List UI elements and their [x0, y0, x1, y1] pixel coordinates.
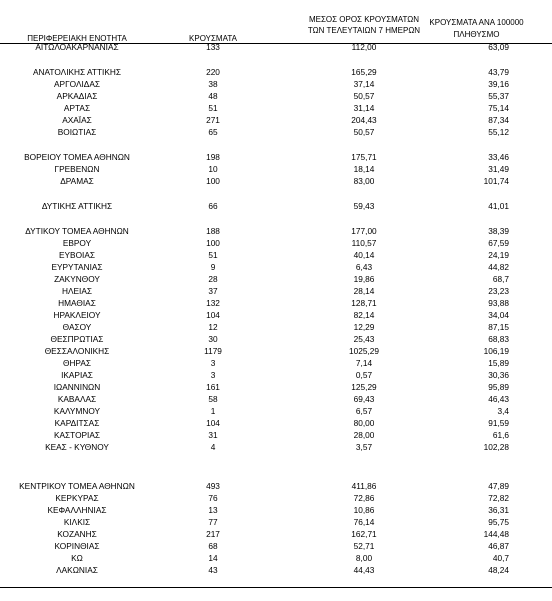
cases-value: 1179 — [204, 346, 222, 356]
avg-value: 204,43 — [351, 115, 377, 125]
table-row — [0, 504, 552, 516]
table-row — [0, 333, 552, 345]
cases-value: 3 — [210, 358, 216, 368]
table-row — [0, 151, 552, 163]
table-row — [0, 564, 552, 576]
per-100k-value: 68,7 — [492, 274, 509, 284]
per-100k-value: 44,82 — [488, 262, 509, 272]
per-100k-value: 87,15 — [488, 322, 509, 332]
per-100k-value: 68,83 — [488, 334, 509, 344]
per-100k-value: 3,4 — [497, 406, 509, 416]
table-row — [0, 66, 552, 78]
per-100k-value: 63,09 — [488, 42, 509, 52]
header-per-line1: ΚΡΟΥΣΜΑΤΑ ΑΝΑ 100000 — [429, 18, 524, 27]
per-100k-value: 67,59 — [488, 238, 509, 248]
region-name: ΚΑΛΥΜΝΟΥ — [53, 406, 101, 416]
region-name: ΔΥΤΙΚΗΣ ΑΤΤΙΚΗΣ — [41, 201, 113, 211]
per-100k-value: 34,04 — [488, 310, 509, 320]
cases-value: 4 — [210, 442, 216, 452]
table-row — [0, 417, 552, 429]
cases-value: 104 — [206, 310, 220, 320]
header-cases: ΚΡΟΥΣΜΑΤΑ — [189, 34, 237, 43]
table-row — [0, 163, 552, 175]
region-name: ΘΗΡΑΣ — [62, 358, 92, 368]
cases-value: 132 — [206, 298, 220, 308]
cases-value: 161 — [206, 382, 220, 392]
cases-value: 43 — [208, 565, 218, 575]
avg-value: 28,00 — [353, 430, 375, 440]
region-name: ΑΡΓΟΛΙΔΑΣ — [54, 79, 100, 89]
per-100k-value: 106,19 — [483, 346, 509, 356]
avg-value: 80,00 — [353, 418, 375, 428]
table-row — [0, 492, 552, 504]
region-name: ΘΕΣΠΡΩΤΙΑΣ — [50, 334, 104, 344]
table-row — [0, 285, 552, 297]
cases-value: 198 — [206, 152, 220, 162]
region-name: ΚΑΒΑΛΑΣ — [57, 394, 97, 404]
cases-value: 271 — [206, 115, 220, 125]
cases-value: 38 — [208, 79, 218, 89]
region-name: ΑΙΤΩΛΟΑΚΑΡΝΑΝΙΑΣ — [35, 42, 119, 52]
table-bottom-border — [0, 587, 552, 588]
cases-value: 188 — [206, 226, 220, 236]
table-row — [0, 321, 552, 333]
cases-value: 68 — [208, 541, 218, 551]
table-row — [0, 273, 552, 285]
per-100k-value: 55,37 — [488, 91, 509, 101]
avg-value: 177,00 — [351, 226, 377, 236]
avg-value: 162,71 — [351, 529, 377, 539]
per-100k-value: 75,14 — [488, 103, 509, 113]
region-name: ΙΚΑΡΙΑΣ — [61, 370, 93, 380]
per-100k-value: 95,89 — [488, 382, 509, 392]
per-100k-value: 87,34 — [488, 115, 509, 125]
table-row — [0, 225, 552, 237]
avg-value: 18,14 — [353, 164, 375, 174]
table-row — [0, 175, 552, 187]
table-row — [0, 41, 552, 53]
per-100k-value: 36,31 — [488, 505, 509, 515]
cases-value: 31 — [208, 430, 218, 440]
per-100k-value: 15,89 — [488, 358, 509, 368]
avg-value: 6,57 — [355, 406, 373, 416]
per-100k-value: 46,87 — [488, 541, 509, 551]
table-row — [0, 78, 552, 90]
table-row — [0, 102, 552, 114]
per-100k-value: 91,59 — [488, 418, 509, 428]
cases-value: 220 — [206, 67, 220, 77]
per-100k-value: 30,36 — [488, 370, 509, 380]
avg-value: 25,43 — [353, 334, 375, 344]
avg-value: 8,00 — [355, 553, 373, 563]
per-100k-value: 33,46 — [488, 152, 509, 162]
region-name: ΕΥΒΟΙΑΣ — [58, 250, 96, 260]
cases-value: 13 — [208, 505, 218, 515]
table-row — [0, 357, 552, 369]
table-row — [0, 540, 552, 552]
per-100k-value: 144,48 — [483, 529, 509, 539]
per-100k-value: 41,01 — [488, 201, 509, 211]
region-name: ΑΝΑΤΟΛΙΚΗΣ ΑΤΤΙΚΗΣ — [32, 67, 122, 77]
table-row — [0, 405, 552, 417]
avg-value: 69,43 — [353, 394, 375, 404]
per-100k-value: 46,43 — [488, 394, 509, 404]
avg-value: 1025,29 — [349, 346, 379, 356]
region-name: ΚΟΡΙΝΘΙΑΣ — [54, 541, 100, 551]
cases-value: 493 — [206, 481, 220, 491]
avg-value: 76,14 — [353, 517, 375, 527]
region-name: ΗΜΑΘΙΑΣ — [58, 298, 96, 308]
avg-value: 175,71 — [351, 152, 377, 162]
per-100k-value: 55,12 — [488, 127, 509, 137]
cases-value: 217 — [206, 529, 220, 539]
region-name: ΚΙΛΚΙΣ — [63, 517, 91, 527]
avg-value: 12,29 — [353, 322, 375, 332]
region-name: ΕΒΡΟΥ — [62, 238, 92, 248]
avg-value: 44,43 — [353, 565, 375, 575]
per-100k-value: 101,74 — [483, 176, 509, 186]
region-name: ΒΟΡΕΙΟΥ ΤΟΜΕΑ ΑΘΗΝΩΝ — [24, 152, 130, 162]
per-100k-value: 24,19 — [488, 250, 509, 260]
cases-value: 51 — [208, 250, 218, 260]
avg-value: 110,57 — [351, 238, 377, 248]
table-row — [0, 297, 552, 309]
table-row — [0, 200, 552, 212]
cases-value: 100 — [206, 238, 220, 248]
region-name: ΕΥΡΥΤΑΝΙΑΣ — [51, 262, 103, 272]
avg-value: 50,57 — [353, 127, 375, 137]
region-name: ΚΑΣΤΟΡΙΑΣ — [53, 430, 101, 440]
per-100k-value: 93,88 — [488, 298, 509, 308]
table-row — [0, 249, 552, 261]
avg-value: 72,86 — [353, 493, 375, 503]
header-avg-line1: ΜΕΣΟΣ ΟΡΟΣ ΚΡΟΥΣΜΑΤΩΝ — [308, 15, 420, 24]
region-name: ΚΕΡΚΥΡΑΣ — [55, 493, 99, 503]
region-name: ΒΟΙΩΤΙΑΣ — [57, 127, 97, 137]
cases-value: 100 — [206, 176, 220, 186]
avg-value: 31,14 — [353, 103, 375, 113]
region-name: ΑΡΤΑΣ — [63, 103, 91, 113]
region-name: ΗΛΕΙΑΣ — [61, 286, 93, 296]
region-name: ΚΑΡΔΙΤΣΑΣ — [54, 418, 100, 428]
avg-value: 165,29 — [351, 67, 377, 77]
table-row — [0, 261, 552, 273]
table-row — [0, 516, 552, 528]
cases-value: 51 — [208, 103, 218, 113]
table-row — [0, 90, 552, 102]
header-per-line2: ΠΛΗΘΥΣΜΟ — [453, 30, 500, 39]
cases-value: 37 — [208, 286, 218, 296]
region-name: ΑΧΑΪΑΣ — [62, 115, 92, 125]
cases-value: 58 — [208, 394, 218, 404]
per-100k-value: 48,24 — [488, 565, 509, 575]
table-row — [0, 480, 552, 492]
cases-value: 133 — [206, 42, 220, 52]
cases-value: 3 — [210, 370, 216, 380]
table-row — [0, 552, 552, 564]
table-row — [0, 441, 552, 453]
cases-value: 10 — [208, 164, 218, 174]
table-row — [0, 309, 552, 321]
region-name: ΘΕΣΣΑΛΟΝΙΚΗΣ — [44, 346, 110, 356]
avg-value: 40,14 — [353, 250, 375, 260]
cases-value: 14 — [208, 553, 218, 563]
avg-value: 19,86 — [353, 274, 375, 284]
cases-value: 104 — [206, 418, 220, 428]
region-name: ΘΑΣΟΥ — [62, 322, 92, 332]
avg-value: 50,57 — [353, 91, 375, 101]
avg-value: 7,14 — [355, 358, 373, 368]
table-row — [0, 429, 552, 441]
cases-value: 1 — [210, 406, 216, 416]
cases-value: 76 — [208, 493, 218, 503]
avg-value: 6,43 — [355, 262, 373, 272]
avg-value: 125,29 — [351, 382, 377, 392]
avg-value: 59,43 — [353, 201, 375, 211]
cases-value: 12 — [208, 322, 218, 332]
avg-value: 82,14 — [353, 310, 375, 320]
avg-value: 0,57 — [355, 370, 373, 380]
cases-value: 9 — [210, 262, 216, 272]
avg-value: 28,14 — [353, 286, 375, 296]
region-name: ΚΕΝΤΡΙΚΟΥ ΤΟΜΕΑ ΑΘΗΝΩΝ — [19, 481, 135, 491]
per-100k-value: 102,28 — [483, 442, 509, 452]
avg-value: 112,00 — [351, 42, 377, 52]
region-name: ΖΑΚΥΝΘΟΥ — [54, 274, 100, 284]
avg-value: 3,57 — [355, 442, 373, 452]
per-100k-value: 61,6 — [492, 430, 509, 440]
table-row — [0, 126, 552, 138]
region-name: ΓΡΕΒΕΝΩΝ — [54, 164, 100, 174]
cases-value: 28 — [208, 274, 218, 284]
per-100k-value: 31,49 — [488, 164, 509, 174]
cases-value: 66 — [208, 201, 218, 211]
per-100k-value: 47,89 — [488, 481, 509, 491]
header-avg-line2: ΤΩΝ ΤΕΛΕΥΤΑΙΩΝ 7 ΗΜΕΡΩΝ — [307, 26, 421, 35]
table-row — [0, 345, 552, 357]
avg-value: 37,14 — [353, 79, 375, 89]
region-name: ΔΥΤΙΚΟΥ ΤΟΜΕΑ ΑΘΗΝΩΝ — [25, 226, 129, 236]
region-name: ΗΡΑΚΛΕΙΟΥ — [53, 310, 101, 320]
cases-value: 65 — [208, 127, 218, 137]
table-row — [0, 237, 552, 249]
table-row — [0, 381, 552, 393]
avg-value: 10,86 — [353, 505, 375, 515]
region-name: ΙΩΑΝΝΙΝΩΝ — [53, 382, 101, 392]
avg-value: 411,86 — [351, 481, 377, 491]
per-100k-value: 38,39 — [488, 226, 509, 236]
cases-value: 30 — [208, 334, 218, 344]
per-100k-value: 43,79 — [488, 67, 509, 77]
region-name: ΔΡΑΜΑΣ — [60, 176, 94, 186]
per-100k-value: 40,7 — [492, 553, 509, 563]
per-100k-value: 72,82 — [488, 493, 509, 503]
avg-value: 128,71 — [351, 298, 377, 308]
region-name: ΚΩ — [71, 553, 83, 563]
region-name: ΚΕΦΑΛΛΗΝΙΑΣ — [47, 505, 107, 515]
region-name: ΚΕΑΣ - ΚΥΘΝΟΥ — [45, 442, 109, 452]
per-100k-value: 23,23 — [488, 286, 509, 296]
region-name: ΑΡΚΑΔΙΑΣ — [56, 91, 98, 101]
cases-value: 77 — [208, 517, 218, 527]
region-name: ΚΟΖΑΝΗΣ — [57, 529, 97, 539]
table-row — [0, 528, 552, 540]
table-row — [0, 114, 552, 126]
region-name: ΛΑΚΩΝΙΑΣ — [56, 565, 98, 575]
per-100k-value: 95,75 — [488, 517, 509, 527]
avg-value: 83,00 — [353, 176, 375, 186]
cases-value: 48 — [208, 91, 218, 101]
header-region: ΠΕΡΙΦΕΡΕΙΑΚΗ ΕΝΟΤΗΤΑ — [27, 34, 127, 43]
per-100k-value: 39,16 — [488, 79, 509, 89]
table-row — [0, 369, 552, 381]
table-row — [0, 393, 552, 405]
avg-value: 52,71 — [353, 541, 375, 551]
